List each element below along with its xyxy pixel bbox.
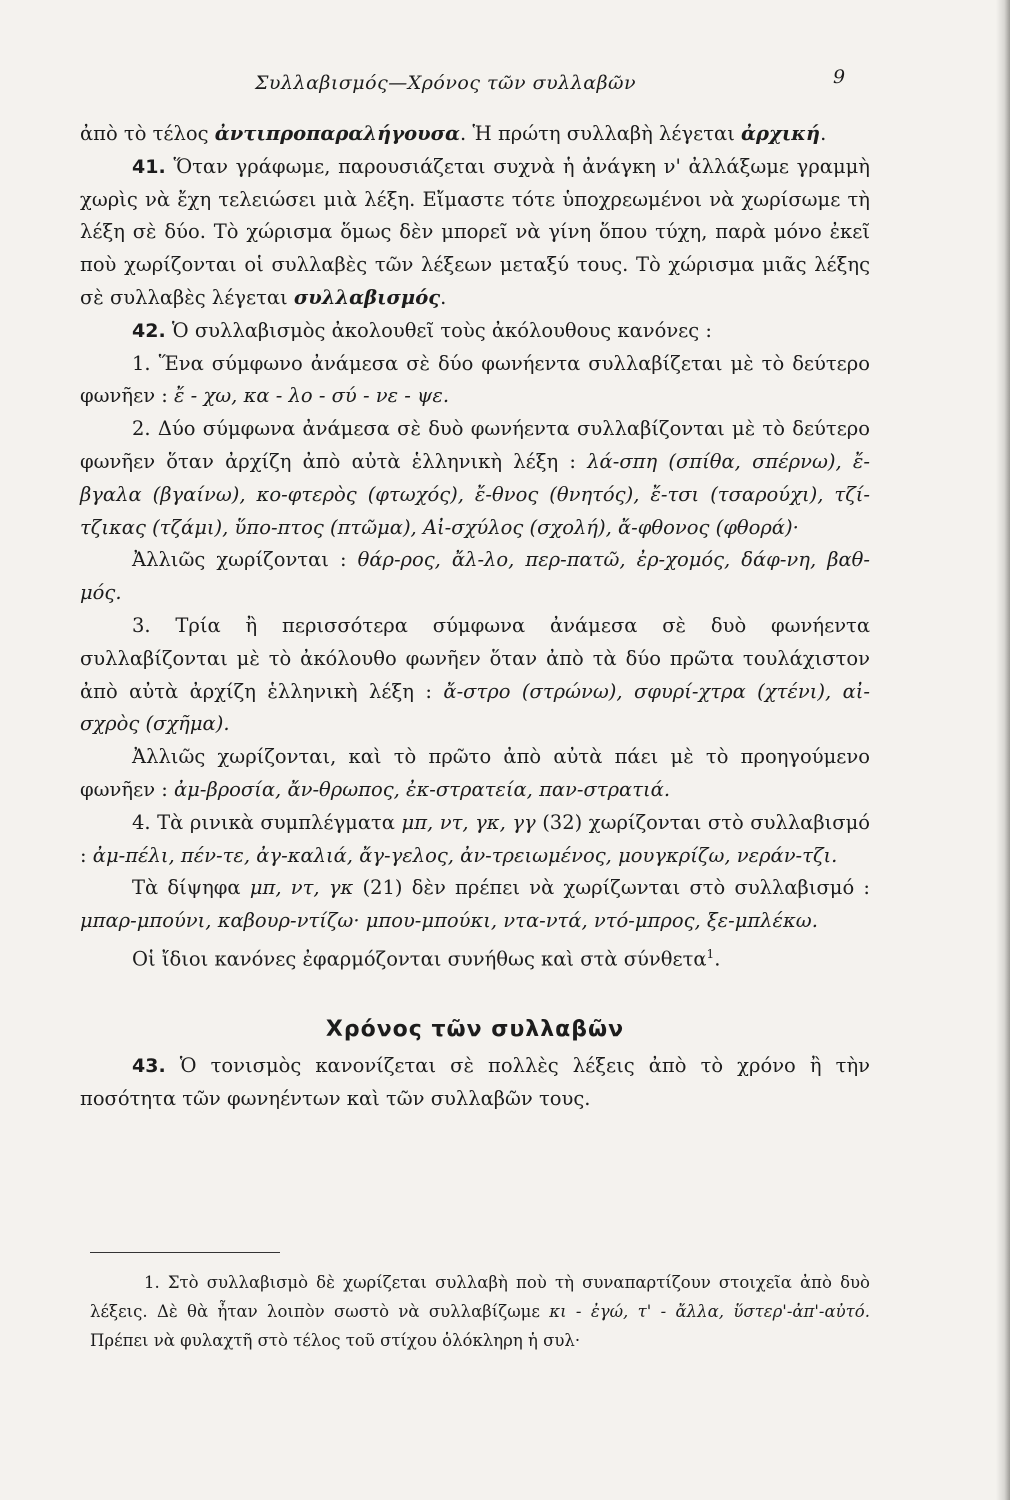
text-run: 4. Τὰ ρινικὰ συμπλέγματα: [132, 810, 402, 834]
section-title: Χρόνος τῶν συλλαβῶν: [325, 1017, 625, 1043]
rule-2-otherwise: [80, 544, 870, 610]
text-run: 2. Δύο σύμφωνα ἀνάμεσα σὲ δυὸ φωνήεντα συλλαβίζονται μὲ τὸ δεύτερο φωνῆεν ὅταν ἀρχίζη ἀπὸ αὐτὰ ἑλληνικὴ λέξη :: [80, 417, 870, 473]
page-number: 9: [833, 66, 846, 88]
paragraph-42: [80, 315, 870, 348]
example: λά-σπη (σπίθα, σπέρνω), ἔ-βγαλα (βγαίνω), κο-φτερὸς (φτωχός), ἔ-θνος (θνητός), ἔ-τσι (τσαρούχι), τζί-τζικας (τζάμι), ὕπο-πτος (πτῶμα), Αἰ-σχύλος (σχολή), ἄ-φθονος (φθορά)·: [80, 449, 870, 539]
rule-1: [80, 348, 870, 414]
nasal-clusters: μπ, ντ, γκ, γγ: [401, 810, 536, 834]
text-run: 1. Ἕνα σύμφωνο ἀνάμεσα σὲ δύο φωνήεντα συλλαβίζεται μὲ τὸ δεύτερο φωνῆεν :: [80, 351, 870, 408]
text-run: 3. Τρία ἢ περισσότερα σύμφωνα ἀνάμεσα σὲ δυὸ φωνήεντα συλλαβίζονται μὲ τὸ ἀκόλουθο φωνῆεν ὅταν ἀπὸ τὰ δύο πρῶτα τουλάχιστον ἀπὸ αὐτὰ ἀρχίζη ἑλληνικὴ λέξη :: [80, 613, 870, 703]
text-run: Ὅταν γράφωμε, παρουσιάζεται συχνὰ ἡ ἀνάγκη ν' ἀλλάξωμε γραμμὴ χωρὶς νὰ ἔχη τελειώσει μιὰ λέξη. Εἴμαστε τότε ὑποχρεωμένοι νὰ χωρίσωμε τὴ λέξη σὲ δύο. Τὸ χώρισμα ὅμως δὲν μπορεῖ νὰ γίνη ὅπου τύχη, παρὰ μόνο ἐκεῖ ποὺ χωρίζονται οἱ συλλαβὲς τῶν λέξεων μεταξύ τους. Τὸ χώρισμα μιᾶς λέξης σὲ συλλαβὲς λέγεται: [80, 154, 870, 309]
example: θάρ-ρος, ἄλ-λο, περ-πατῶ, ἐρ-χομός, δάφ-νη, βαθ-μός.: [80, 548, 870, 605]
footnote: [90, 1268, 870, 1355]
main-text: [80, 118, 870, 1116]
text-run: Ἀλλιῶς χωρίζονται :: [132, 548, 358, 572]
term-syllavismos: συλλαβισμός: [293, 285, 441, 309]
term-arxiki: ἀρχική: [741, 122, 821, 145]
example: κι - ἐγώ, τ' - ἄλλα, ὕστερ'-ἀπ'-αὐτό.: [549, 1302, 870, 1321]
text-run: Ὁ τονισμὸς κανονίζεται σὲ πολλὲς λέξεις ἀπὸ τὸ χρόνο ἢ τὴν ποσότητα τῶν φωνηέντων καὶ τῶν συλλαβῶν τους.: [80, 1054, 870, 1111]
text-run: 1. Στὸ συλλαβισμὸ δὲ χωρίζεται συλλαβὴ ποὺ τὴ συναπαρτίζουν στοιχεῖα ἀπὸ δυὸ λέξεις. Δὲ θὰ ἦταν λοιπὸν σωστὸ νὰ συλλαβίζωμε: [90, 1273, 870, 1321]
text-run: (32) χωρίζονται στὸ συλλαβισμό :: [80, 810, 870, 867]
paragraph-41: [80, 151, 870, 315]
digraphs: μπ, ντ, γκ: [249, 876, 354, 900]
example: μπαρ-μπούνι, καβουρ-ντίζω· μπου-μπούκι, ντα-ντά, ντό-μπρος, ξε-μπλέκω.: [80, 909, 818, 933]
text-run: . Ἡ πρώτη συλλαβὴ λέγεται: [460, 122, 742, 145]
footnote-reference[interactable]: 1: [706, 946, 715, 961]
paragraph-number: 43.: [132, 1055, 166, 1078]
paragraph-continued: [80, 118, 870, 151]
rule-4-digraphs: [80, 872, 870, 938]
example: ἀμ-πέλι, πέν-τε, ἀγ-καλιά, ἄγ-γελος, ἀν-τρειωμένος, μουγκρίζω, νεράν-τζι.: [92, 843, 838, 867]
rule-2: [80, 413, 870, 544]
text-run: Ὁ συλλαβισμὸς ἀκολουθεῖ τοὺς ἀκόλουθους κανόνες :: [165, 318, 712, 342]
rule-compounds: [80, 938, 870, 976]
paragraph-number: 41.: [132, 155, 166, 178]
text-run: (21) δὲν πρέπει νὰ χωρίζωνται στὸ συλλαβισμό :: [353, 876, 871, 900]
text-run: .: [820, 122, 827, 145]
term-antiproparaligousa: ἀντιπροπαραλήγουσα: [214, 122, 461, 145]
text-run: ἀπὸ τὸ τέλος: [80, 122, 215, 145]
text-run: .: [714, 947, 721, 971]
rule-3-otherwise: [80, 741, 870, 807]
page-edge-shadow: [996, 0, 1010, 1500]
text-run: Ἀλλιῶς χωρίζονται, καὶ τὸ πρῶτο ἀπὸ αὐτὰ πάει μὲ τὸ προηγούμενο φωνῆεν :: [80, 745, 870, 801]
rule-3: [80, 610, 870, 741]
example: ἔ - χω, κα - λο - σύ - νε - ψε.: [174, 384, 450, 408]
text-run: .: [440, 285, 447, 309]
example: ἄ-στρο (στρώνω), σφυρί-χτρα (χτένι), αἰ-σχρὸς (σχῆμα).: [80, 679, 871, 736]
footnote-1: [90, 1268, 870, 1355]
text-run: Οἱ ἴδιοι κανόνες ἐφαρμόζονται συνήθως καὶ στὰ σύνθετα: [132, 947, 707, 971]
paragraph-43: [80, 1050, 870, 1116]
running-title: Συλλαβισμός—Χρόνος τῶν συλλαβῶν: [255, 72, 637, 94]
text-run: Τὰ δίψηφα: [132, 876, 250, 900]
text-run: Πρέπει νὰ φυλαχτῆ στὸ τέλος τοῦ στίχου ὁλόκληρη ἡ συλ·: [90, 1331, 581, 1350]
paragraph-number: 42.: [132, 319, 166, 342]
rule-4: [80, 807, 870, 873]
footnote-divider: [90, 1252, 280, 1253]
example: ἀμ-βροσία, ἄν-θρωπος, ἐκ-στρατεία, παν-στρατιά.: [174, 777, 671, 801]
